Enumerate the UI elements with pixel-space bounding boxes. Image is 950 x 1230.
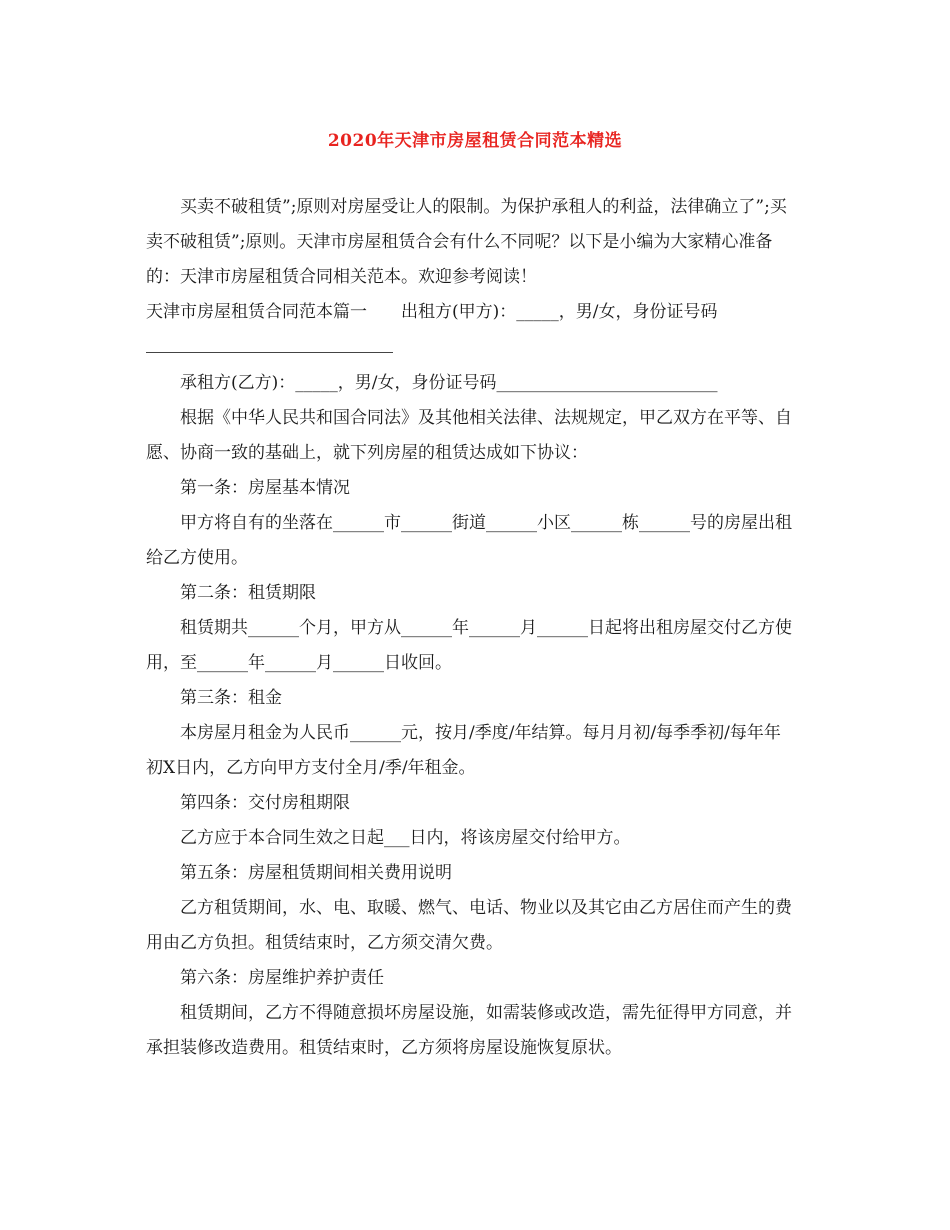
article-4-heading: 第四条：交付房租期限 <box>180 793 350 813</box>
article-3-body: 本房屋月租金为人民币______元，按月/季度/年结算。每月月初/每季季初/每年年初X日内，乙方向甲方支付全月/季/年租金。 <box>146 723 781 778</box>
article-4-body: 乙方应于本合同生效之日起___日内，将该房屋交付给甲方。 <box>180 828 631 848</box>
article-3-heading: 第三条：租金 <box>180 688 282 708</box>
article-2-body: 租赁期共______个月，甲方从______年______月______日起将出租房屋交付乙方使用，至______年______月______日收回。 <box>146 618 792 673</box>
lessee-line: 承租方(乙方)：_____，男/女，身份证号码__________________________ <box>180 373 718 393</box>
document-body <box>146 190 796 1066</box>
article-5-heading: 第五条：房屋租赁期间相关费用说明 <box>180 863 452 883</box>
article-2-heading: 第二条：租赁期限 <box>180 583 316 603</box>
document-title: 2020年天津市房屋租赁合同范本精选 <box>327 131 623 151</box>
agreement-basis-paragraph: 根据《中华人民共和国合同法》及其他相关法律、法规规定，甲乙双方在平等、自愿、协商一致的基础上，就下列房屋的租赁达成如下协议： <box>146 408 792 463</box>
article-5-body: 乙方租赁期间，水、电、取暖、燃气、电话、物业以及其它由乙方居住而产生的费用由乙方负担。租赁结束时，乙方须交清欠费。 <box>146 898 792 953</box>
article-1-body: 甲方将自有的坐落在______市______街道______小区______栋______号的房屋出租给乙方使用。 <box>146 513 792 568</box>
article-6-heading: 第六条：房屋维护养护责任 <box>180 968 384 988</box>
lessor-line: 天津市房屋租赁合同范本篇一 出租方(甲方)：_____，男/女，身份证号码 <box>146 302 718 322</box>
intro-paragraph: 买卖不破租赁”;原则对房屋受让人的限制。为保护承租人的利益，法律确立了”;买卖不破租赁”;原则。天津市房屋租赁合会有什么不同呢？以下是小编为大家精心准备的：天津市房屋租赁合同相关范本。欢迎参考阅读！ <box>146 197 787 287</box>
id-number-blank-line <box>146 330 393 353</box>
article-1-heading: 第一条：房屋基本情况 <box>180 478 350 498</box>
article-6-body: 租赁期间，乙方不得随意损坏房屋设施，如需装修或改造，需先征得甲方同意，并承担装修改造费用。租赁结束时，乙方须将房屋设施恢复原状。 <box>146 1003 792 1058</box>
